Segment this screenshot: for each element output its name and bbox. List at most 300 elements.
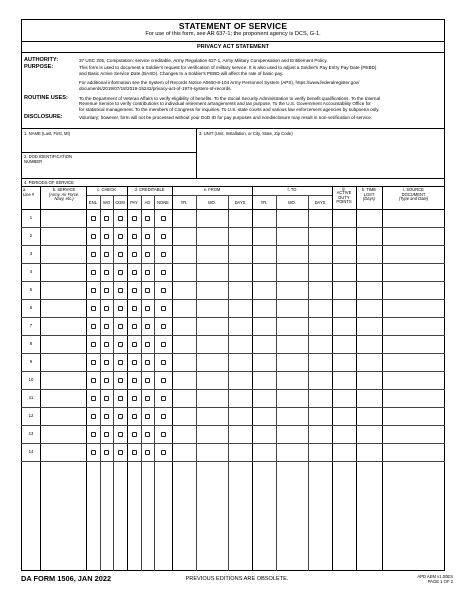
from-month-input[interactable] <box>197 282 227 298</box>
to-days-input[interactable] <box>309 390 331 406</box>
to-month-input[interactable] <box>277 408 307 424</box>
disclosure-text: Voluntary; however, form will not be processed without your DoD ID for pay purposes and nondisclosure may result in non-verification of service. <box>79 114 373 120</box>
enl-checkbox[interactable] <box>91 414 96 419</box>
com-checkbox[interactable] <box>118 396 123 401</box>
ad-checkbox[interactable] <box>145 378 150 383</box>
pay-checkbox[interactable] <box>132 288 137 293</box>
source-document-input[interactable] <box>383 246 444 262</box>
from-days-input[interactable] <box>229 336 251 352</box>
com-checkbox[interactable] <box>118 324 123 329</box>
time-lost-input[interactable] <box>357 318 381 334</box>
com-checkbox[interactable] <box>118 234 123 239</box>
divider <box>21 52 445 53</box>
service-input[interactable] <box>41 318 85 334</box>
unit-label: 3. UNIT (Unit, Installation, or City, State, Zip Code) <box>199 131 293 136</box>
col-g-header: g. ACTIVE DUTY POINTS <box>336 185 352 205</box>
enl-checkbox[interactable] <box>91 396 96 401</box>
to-month-input[interactable] <box>277 264 307 280</box>
source-document-input[interactable] <box>383 390 444 406</box>
wo-checkbox[interactable] <box>104 216 109 221</box>
active-duty-points-input[interactable] <box>333 408 355 424</box>
source-document-input[interactable] <box>383 426 444 442</box>
active-duty-points-input[interactable] <box>333 300 355 316</box>
wo-checkbox[interactable] <box>104 432 109 437</box>
active-duty-points-input[interactable] <box>333 444 355 460</box>
source-document-input[interactable] <box>383 300 444 316</box>
wo-checkbox[interactable] <box>104 396 109 401</box>
source-document-input[interactable] <box>383 336 444 352</box>
row-number: 11 <box>28 395 34 400</box>
active-duty-points-input[interactable] <box>333 426 355 442</box>
to-days-input[interactable] <box>309 246 331 262</box>
from-month-input[interactable] <box>197 210 227 226</box>
service-input[interactable] <box>41 390 85 406</box>
none-checkbox[interactable] <box>161 216 166 221</box>
to-days-input[interactable] <box>309 372 331 388</box>
col-c-com: COM <box>115 200 125 205</box>
active-duty-points-input[interactable] <box>333 264 355 280</box>
row-divider <box>21 461 445 462</box>
to-year-input[interactable] <box>253 408 275 424</box>
to-month-input[interactable] <box>277 390 307 406</box>
com-checkbox[interactable] <box>118 450 123 455</box>
from-days-input[interactable] <box>229 444 251 460</box>
from-days-input[interactable] <box>229 300 251 316</box>
wo-checkbox[interactable] <box>104 378 109 383</box>
none-checkbox[interactable] <box>161 324 166 329</box>
time-lost-input[interactable] <box>357 264 381 280</box>
service-input[interactable] <box>41 372 85 388</box>
ad-checkbox[interactable] <box>145 414 150 419</box>
enl-checkbox[interactable] <box>91 252 96 257</box>
enl-checkbox[interactable] <box>91 216 96 221</box>
from-month-input[interactable] <box>197 228 227 244</box>
wo-checkbox[interactable] <box>104 360 109 365</box>
enl-checkbox[interactable] <box>91 432 96 437</box>
com-checkbox[interactable] <box>118 342 123 347</box>
active-duty-points-input[interactable] <box>333 228 355 244</box>
to-month-input[interactable] <box>277 426 307 442</box>
authority-text: 37 USC 205, Computation: service creditable, Army Regulation 637-1, Army Military Compensation and Entitlement Policy. <box>79 58 328 63</box>
disclosure-label: DISCLOSURE: <box>24 114 63 120</box>
from-days-input[interactable] <box>229 282 251 298</box>
from-year-input[interactable] <box>173 264 195 280</box>
from-days-input[interactable] <box>229 408 251 424</box>
wo-checkbox[interactable] <box>104 270 109 275</box>
com-checkbox[interactable] <box>118 288 123 293</box>
col-d-pay: PAY <box>130 200 138 205</box>
from-days-input[interactable] <box>229 246 251 262</box>
col-f-mo: MO. <box>288 200 296 205</box>
pay-checkbox[interactable] <box>132 360 137 365</box>
from-year-input[interactable] <box>173 336 195 352</box>
to-month-input[interactable] <box>277 228 307 244</box>
com-checkbox[interactable] <box>118 252 123 257</box>
service-input[interactable] <box>41 210 85 226</box>
active-duty-points-input[interactable] <box>333 390 355 406</box>
editions-note: PREVIOUS EDITIONS ARE OBSOLETE. <box>185 576 289 582</box>
enl-checkbox[interactable] <box>91 324 96 329</box>
column-divider <box>141 195 142 571</box>
from-month-input[interactable] <box>197 300 227 316</box>
time-lost-input[interactable] <box>357 228 381 244</box>
time-lost-input[interactable] <box>357 372 381 388</box>
time-lost-input[interactable] <box>357 426 381 442</box>
service-input[interactable] <box>41 354 85 370</box>
from-days-input[interactable] <box>229 318 251 334</box>
row-number: 9 <box>29 359 33 364</box>
divider <box>196 128 197 178</box>
from-days-input[interactable] <box>229 210 251 226</box>
none-checkbox[interactable] <box>161 360 166 365</box>
purpose-label: PURPOSE: <box>24 64 54 70</box>
to-month-input[interactable] <box>277 444 307 460</box>
name-label: 1. NAME (Last, First, MI) <box>24 131 71 136</box>
to-days-input[interactable] <box>309 444 331 460</box>
from-year-input[interactable] <box>173 408 195 424</box>
wo-checkbox[interactable] <box>104 288 109 293</box>
to-year-input[interactable] <box>253 228 275 244</box>
name-field[interactable] <box>24 139 194 152</box>
from-month-input[interactable] <box>197 444 227 460</box>
from-month-input[interactable] <box>197 336 227 352</box>
ad-checkbox[interactable] <box>145 450 150 455</box>
to-days-input[interactable] <box>309 354 331 370</box>
pay-checkbox[interactable] <box>132 270 137 275</box>
row-number: 7 <box>29 323 33 328</box>
pay-checkbox[interactable] <box>132 216 137 221</box>
to-year-input[interactable] <box>253 336 275 352</box>
source-document-input[interactable] <box>383 372 444 388</box>
service-input[interactable] <box>41 300 85 316</box>
from-year-input[interactable] <box>173 354 195 370</box>
row-number: 10 <box>28 377 34 382</box>
com-checkbox[interactable] <box>118 378 123 383</box>
row-number: 6 <box>29 305 33 310</box>
divider <box>86 195 332 196</box>
source-document-input[interactable] <box>383 210 444 226</box>
pay-checkbox[interactable] <box>132 252 137 257</box>
service-input[interactable] <box>41 408 85 424</box>
routine-text-2: Revenue Service to verify contributions to individual retirement arrangements and tax purpose. To the U.S. Government Accountability Office for <box>79 101 371 106</box>
col-b-header: b. SERVICE (Army, Air Force, Navy, etc.) <box>48 187 80 202</box>
col-d-none: NONE <box>157 200 169 205</box>
to-days-input[interactable] <box>309 408 331 424</box>
ad-checkbox[interactable] <box>145 270 150 275</box>
pay-checkbox[interactable] <box>132 450 137 455</box>
time-lost-input[interactable] <box>357 282 381 298</box>
from-year-input[interactable] <box>173 300 195 316</box>
to-year-input[interactable] <box>253 426 275 442</box>
active-duty-points-input[interactable] <box>333 372 355 388</box>
purpose-text-1: This form is used to document a Soldier's request for verification of military service. It is also used to adjust a Soldier's Pay Entry Pay Date (PEBD) <box>79 65 377 70</box>
time-lost-input[interactable] <box>357 408 381 424</box>
none-checkbox[interactable] <box>161 342 166 347</box>
form-number: DA FORM 1506, JAN 2022 <box>21 574 112 583</box>
col-e-yr: YR. <box>180 200 188 205</box>
enl-checkbox[interactable] <box>91 288 96 293</box>
col-c-enl: ENL <box>89 200 97 205</box>
wo-checkbox[interactable] <box>104 234 109 239</box>
to-year-input[interactable] <box>253 282 275 298</box>
unit-field[interactable] <box>199 139 443 175</box>
from-year-input[interactable] <box>173 390 195 406</box>
ad-checkbox[interactable] <box>145 342 150 347</box>
time-lost-input[interactable] <box>357 210 381 226</box>
active-duty-points-input[interactable] <box>333 336 355 352</box>
purpose-text-3: For additional information see the System of Records Notice A0600-8-104 Army Personnel System (APS), https://www.federalregister.gov/ <box>79 80 360 85</box>
to-days-input[interactable] <box>309 228 331 244</box>
column-divider <box>86 186 87 571</box>
from-month-input[interactable] <box>197 246 227 262</box>
form-subtitle: For use of this form, see AR 637-1; the proponent agency is DCS, G-1. <box>145 31 321 37</box>
none-checkbox[interactable] <box>161 288 166 293</box>
col-f-yr: YR. <box>260 200 268 205</box>
time-lost-input[interactable] <box>357 336 381 352</box>
source-document-input[interactable] <box>383 444 444 460</box>
enl-checkbox[interactable] <box>91 360 96 365</box>
from-year-input[interactable] <box>173 228 195 244</box>
routine-text-1: To the Department of Veteran Affairs to verify eligibility of benefits. To the Social Security Administration to verify benefit qualifications. To the Internal <box>79 95 381 101</box>
column-divider <box>154 195 155 571</box>
none-checkbox[interactable] <box>161 270 166 275</box>
to-month-input[interactable] <box>277 336 307 352</box>
row-number: 13 <box>28 431 34 436</box>
pay-checkbox[interactable] <box>132 396 137 401</box>
from-month-input[interactable] <box>197 390 227 406</box>
form-title: STATEMENT OF SERVICE <box>178 21 288 31</box>
col-f-header: f. TO <box>287 187 297 192</box>
enl-checkbox[interactable] <box>91 378 96 383</box>
none-checkbox[interactable] <box>161 396 166 401</box>
privacy-act-title: PRIVACY ACT STATEMENT <box>196 44 270 50</box>
to-days-input[interactable] <box>309 300 331 316</box>
dodid-field[interactable] <box>60 160 194 175</box>
row-number: 1 <box>29 215 33 220</box>
row-number: 2 <box>29 233 33 238</box>
pay-checkbox[interactable] <box>132 234 137 239</box>
col-d-header: d. CREDITABLE <box>134 187 165 192</box>
time-lost-input[interactable] <box>357 390 381 406</box>
service-input[interactable] <box>41 264 85 280</box>
row-number: 12 <box>28 413 34 418</box>
wo-checkbox[interactable] <box>104 342 109 347</box>
com-checkbox[interactable] <box>118 216 123 221</box>
pay-checkbox[interactable] <box>132 378 137 383</box>
to-month-input[interactable] <box>277 318 307 334</box>
to-days-input[interactable] <box>309 426 331 442</box>
from-year-input[interactable] <box>173 246 195 262</box>
none-checkbox[interactable] <box>161 432 166 437</box>
source-document-input[interactable] <box>383 228 444 244</box>
row-number: 8 <box>29 341 33 346</box>
purpose-text-2: and Basic Active Service Date (BASD). Changes to a Soldier's PEBD will affect the rate of basic pay. <box>79 70 284 76</box>
ad-checkbox[interactable] <box>145 216 150 221</box>
none-checkbox[interactable] <box>161 234 166 239</box>
pay-checkbox[interactable] <box>132 324 137 329</box>
divider <box>21 152 196 153</box>
col-i-header: i. SOURCE DOCUMENT (Type and Date) <box>398 187 429 202</box>
to-month-input[interactable] <box>277 282 307 298</box>
from-days-input[interactable] <box>229 354 251 370</box>
from-days-input[interactable] <box>229 372 251 388</box>
dodid-label: 2. DOD IDENTIFICATION <box>24 154 73 159</box>
to-days-input[interactable] <box>309 282 331 298</box>
to-month-input[interactable] <box>277 210 307 226</box>
from-days-input[interactable] <box>229 390 251 406</box>
wo-checkbox[interactable] <box>104 450 109 455</box>
source-document-input[interactable] <box>383 318 444 334</box>
col-f-days: DAYS <box>314 200 326 205</box>
from-month-input[interactable] <box>197 318 227 334</box>
none-checkbox[interactable] <box>161 306 166 311</box>
to-days-input[interactable] <box>309 318 331 334</box>
service-input[interactable] <box>41 336 85 352</box>
to-days-input[interactable] <box>309 336 331 352</box>
from-month-input[interactable] <box>197 372 227 388</box>
ad-checkbox[interactable] <box>145 306 150 311</box>
enl-checkbox[interactable] <box>91 234 96 239</box>
from-year-input[interactable] <box>173 318 195 334</box>
active-duty-points-input[interactable] <box>333 282 355 298</box>
from-days-input[interactable] <box>229 264 251 280</box>
time-lost-input[interactable] <box>357 246 381 262</box>
from-year-input[interactable] <box>173 444 195 460</box>
ad-checkbox[interactable] <box>145 324 150 329</box>
column-divider <box>100 195 101 571</box>
none-checkbox[interactable] <box>161 378 166 383</box>
none-checkbox[interactable] <box>161 252 166 257</box>
enl-checkbox[interactable] <box>91 450 96 455</box>
ad-checkbox[interactable] <box>145 360 150 365</box>
to-month-input[interactable] <box>277 372 307 388</box>
periods-label: 4. PERIODS OF SERVICE <box>24 179 74 185</box>
from-days-input[interactable] <box>229 228 251 244</box>
column-divider <box>127 186 128 571</box>
from-month-input[interactable] <box>197 354 227 370</box>
time-lost-input[interactable] <box>357 444 381 460</box>
service-input[interactable] <box>41 246 85 262</box>
service-input[interactable] <box>41 228 85 244</box>
none-checkbox[interactable] <box>161 450 166 455</box>
page-number: PAGE 1 OF 2 <box>427 579 453 584</box>
active-duty-points-input[interactable] <box>333 246 355 262</box>
com-checkbox[interactable] <box>118 360 123 365</box>
col-e-days: DAYS <box>234 200 246 205</box>
row-number: 14 <box>28 449 34 454</box>
enl-checkbox[interactable] <box>91 270 96 275</box>
active-duty-points-input[interactable] <box>333 210 355 226</box>
to-month-input[interactable] <box>277 300 307 316</box>
to-days-input[interactable] <box>309 264 331 280</box>
active-duty-points-input[interactable] <box>333 318 355 334</box>
to-year-input[interactable] <box>253 372 275 388</box>
authority-label: AUTHORITY: <box>24 57 59 63</box>
from-year-input[interactable] <box>173 282 195 298</box>
from-year-input[interactable] <box>173 372 195 388</box>
com-checkbox[interactable] <box>118 432 123 437</box>
to-year-input[interactable] <box>253 300 275 316</box>
col-a-header: a. Line # <box>23 187 35 197</box>
from-month-input[interactable] <box>197 264 227 280</box>
time-lost-input[interactable] <box>357 300 381 316</box>
active-duty-points-input[interactable] <box>333 354 355 370</box>
pay-checkbox[interactable] <box>132 342 137 347</box>
from-month-input[interactable] <box>197 408 227 424</box>
source-document-input[interactable] <box>383 264 444 280</box>
version-text: APD AEM v1.00ES <box>417 574 453 579</box>
com-checkbox[interactable] <box>118 306 123 311</box>
service-input[interactable] <box>41 426 85 442</box>
col-e-mo: MO. <box>208 200 216 205</box>
ad-checkbox[interactable] <box>145 252 150 257</box>
time-lost-input[interactable] <box>357 354 381 370</box>
to-year-input[interactable] <box>253 210 275 226</box>
row-number: 4 <box>29 269 33 274</box>
ad-checkbox[interactable] <box>145 396 150 401</box>
from-year-input[interactable] <box>173 426 195 442</box>
column-divider <box>113 195 114 571</box>
row-number: 3 <box>29 251 33 256</box>
to-year-input[interactable] <box>253 390 275 406</box>
service-input[interactable] <box>41 282 85 298</box>
from-days-input[interactable] <box>229 426 251 442</box>
purpose-text-4: documents/2019/07/18/2019-15242/privacy-act-of-1974-system-of-records. <box>79 85 232 91</box>
wo-checkbox[interactable] <box>104 414 109 419</box>
ad-checkbox[interactable] <box>145 432 150 437</box>
ad-checkbox[interactable] <box>145 234 150 239</box>
none-checkbox[interactable] <box>161 414 166 419</box>
routine-uses-label: ROUTINE USES: <box>24 95 68 101</box>
divider <box>21 178 445 179</box>
col-d-ad: AD <box>144 200 151 205</box>
col-c-wo: WO <box>102 200 111 205</box>
divider <box>21 128 445 129</box>
version-info <box>417 574 453 584</box>
to-year-input[interactable] <box>253 318 275 334</box>
to-days-input[interactable] <box>309 210 331 226</box>
wo-checkbox[interactable] <box>104 306 109 311</box>
to-year-input[interactable] <box>253 264 275 280</box>
ad-checkbox[interactable] <box>145 288 150 293</box>
com-checkbox[interactable] <box>118 270 123 275</box>
to-month-input[interactable] <box>277 354 307 370</box>
col-h-header: h. TIME LOST (Days) <box>361 187 377 202</box>
com-checkbox[interactable] <box>118 414 123 419</box>
pay-checkbox[interactable] <box>132 432 137 437</box>
source-document-input[interactable] <box>383 408 444 424</box>
wo-checkbox[interactable] <box>104 252 109 257</box>
to-year-input[interactable] <box>253 444 275 460</box>
wo-checkbox[interactable] <box>104 324 109 329</box>
enl-checkbox[interactable] <box>91 306 96 311</box>
to-year-input[interactable] <box>253 246 275 262</box>
pay-checkbox[interactable] <box>132 306 137 311</box>
enl-checkbox[interactable] <box>91 342 96 347</box>
dodid-label-2: NUMBER <box>24 159 43 164</box>
routine-text-3: for statistical management. To the members of Congress for inquiries. To U.S. state courts and various law enforcement agencies by subpoena only. <box>79 106 380 112</box>
col-c-header: c. CHECK <box>97 187 116 192</box>
service-input[interactable] <box>41 444 85 460</box>
col-e-header: e. FROM <box>203 187 221 192</box>
to-month-input[interactable] <box>277 246 307 262</box>
source-document-input[interactable] <box>383 282 444 298</box>
to-year-input[interactable] <box>253 354 275 370</box>
from-month-input[interactable] <box>197 426 227 442</box>
pay-checkbox[interactable] <box>132 414 137 419</box>
source-document-input[interactable] <box>383 354 444 370</box>
from-year-input[interactable] <box>173 210 195 226</box>
